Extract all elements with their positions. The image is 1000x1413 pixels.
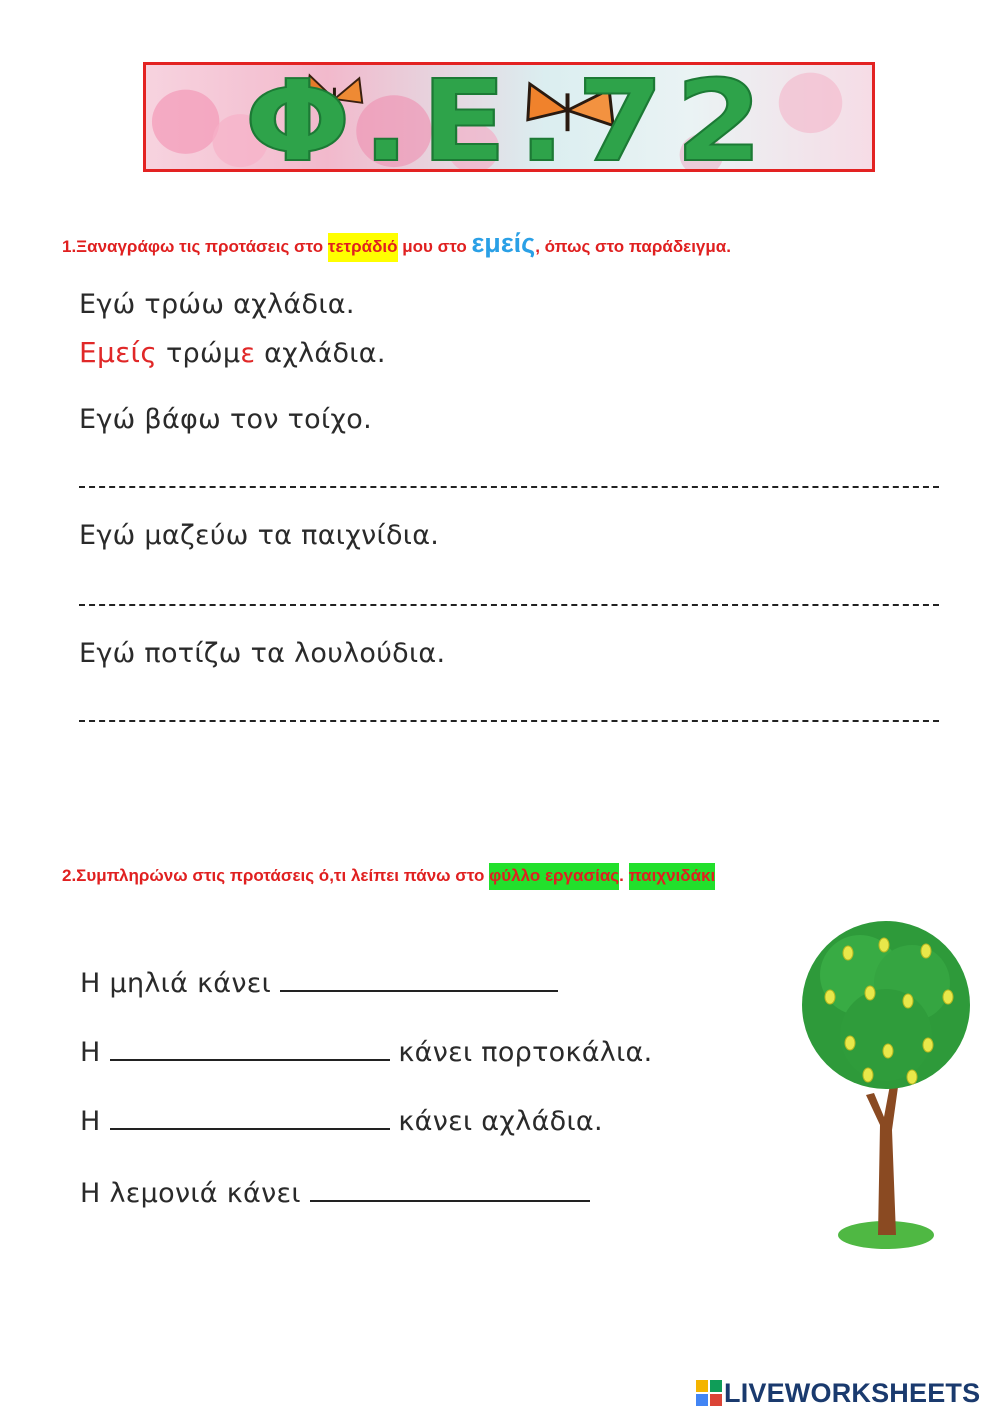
highlight-game-tag: παιχνιδάκι <box>629 863 716 890</box>
sentence-3: Εγώ ποτίζω τα λουλούδια. <box>79 638 446 669</box>
fill-blank-3[interactable] <box>110 1106 390 1130</box>
instruction-text: . <box>619 866 624 885</box>
logo-text: LIVEWORKSHEETS <box>724 1377 981 1408</box>
fill-text: Η <box>80 1106 101 1137</box>
liveworksheets-logo <box>696 1378 980 1408</box>
fill-blank-2[interactable] <box>110 1037 390 1061</box>
title-banner <box>143 62 875 172</box>
fill-text: Η μηλιά κάνει <box>80 968 272 999</box>
instruction-text: 2.Συμπληρώνω στις προτάσεις ό,τι λείπει πάνω στο <box>62 866 490 885</box>
keyword-we: εμείς <box>471 228 536 258</box>
instruction-text: , όπως στο παράδειγμα. <box>535 237 731 256</box>
example-subject: Εμείς <box>79 336 158 369</box>
example-object: αχλάδια. <box>255 338 386 369</box>
fill-line-3 <box>80 1106 603 1137</box>
fill-text: κάνει αχλάδια. <box>398 1106 603 1137</box>
fill-line-2 <box>80 1037 653 1068</box>
exercise2-instruction <box>62 866 715 886</box>
fill-text: Η <box>80 1037 101 1068</box>
example-verb-stem: τρώμ <box>157 338 241 369</box>
sentence-1: Εγώ βάφω τον τοίχο. <box>79 404 373 435</box>
example-verb-ending: ε <box>240 338 256 369</box>
fill-blank-4[interactable] <box>310 1178 590 1202</box>
exercise1-instruction <box>62 228 731 259</box>
worksheet-title: Φ.Ε.72 <box>244 62 774 172</box>
fill-line-1 <box>80 968 558 999</box>
fill-text: Η λεμονιά κάνει <box>80 1178 301 1209</box>
fill-text: κάνει πορτοκάλια. <box>398 1037 653 1068</box>
instruction-text: μου στο <box>397 237 472 256</box>
example-sentence: Εγώ τρώω αχλάδια. <box>79 289 355 320</box>
lemon-tree-icon <box>800 905 972 1250</box>
instruction-text: 1.Ξαναγράφω τις προτάσεις στο <box>62 237 328 256</box>
answer-line-3[interactable] <box>79 720 939 722</box>
fill-line-4 <box>80 1178 590 1209</box>
answer-line-1[interactable] <box>79 486 939 488</box>
sentence-2: Εγώ μαζεύω τα παιχνίδια. <box>79 520 440 551</box>
highlight-worksheet: φύλλο εργασίας <box>489 863 619 890</box>
highlight-notebook: τετράδιό <box>328 233 398 262</box>
liveworksheets-logo-icon <box>696 1380 722 1406</box>
fill-blank-1[interactable] <box>280 968 558 992</box>
answer-line-2[interactable] <box>79 604 939 606</box>
example-answer <box>79 336 386 369</box>
